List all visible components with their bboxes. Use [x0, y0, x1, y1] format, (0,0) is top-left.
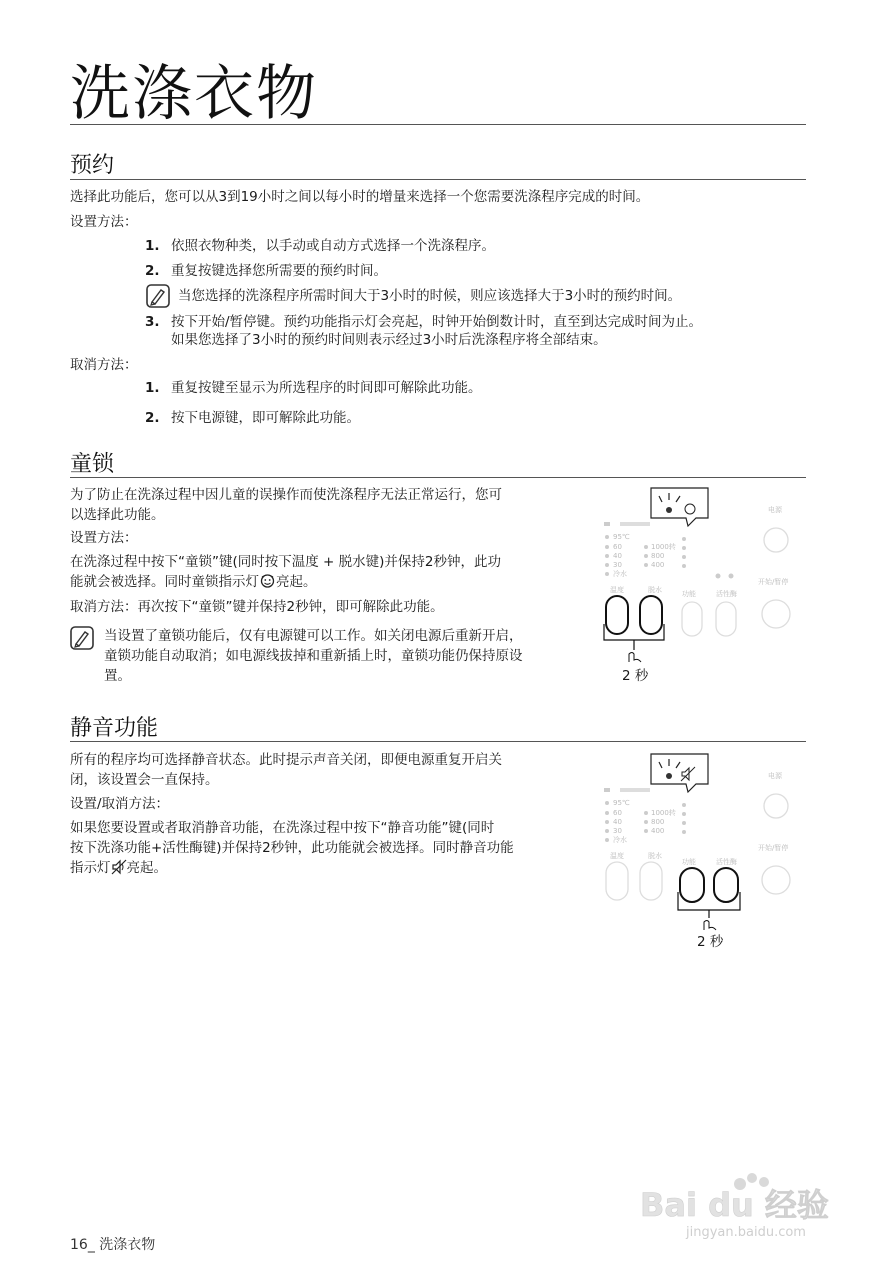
watermark-url: jingyan.baidu.com [686, 1225, 806, 1240]
note-icon [146, 284, 170, 312]
schedule-note: 当您选择的洗涤程序所需时间大于3小时的时候，则应该选择大于3小时的预约时间。 [178, 288, 682, 304]
note-icon [70, 626, 94, 654]
step-text: 依照衣物种类，以手动或自动方式选择一个洗涤程序。 [171, 238, 495, 254]
mute-panel-illustration [596, 750, 806, 950]
mute-setup-label: 设置/取消方法： [70, 796, 170, 812]
title-rule [70, 124, 806, 125]
panel-temp-40: 40 [613, 818, 622, 826]
child-lock-note-3: 置。 [104, 668, 131, 684]
child-lock-panel-illustration [596, 484, 806, 684]
svg-text:温度: 温度 [610, 852, 624, 860]
panel-temp-40: 40 [613, 552, 622, 560]
step-text: 重复按键至显示为所选程序的时间即可解除此功能。 [171, 380, 482, 396]
step-number: 2. [145, 263, 160, 279]
section-rule [70, 477, 806, 478]
panel-spin-800: 800 [651, 552, 665, 560]
page-footer: 16_ 洗涤衣物 [70, 1237, 156, 1253]
panel-temp-30: 30 [613, 827, 622, 835]
child-lock-intro-1: 为了防止在洗涤过程中因儿童的误操作而使洗涤程序无法正常运行，您可 [70, 487, 502, 503]
child-lock-setup-2: 能就会被选择。同时童锁指示灯 亮起。 [70, 572, 317, 595]
panel-spin-400: 400 [651, 561, 665, 569]
section-rule [70, 741, 806, 742]
svg-text:脱水: 脱水 [648, 586, 662, 594]
child-lock-note-2: 童锁功能自动取消；如电源线拔掉和重新插上时，童锁功能仍保持原设 [104, 648, 523, 664]
panel-temp-60: 60 [613, 543, 622, 551]
section-heading-mute: 静音功能 [70, 716, 159, 741]
schedule-cancel-label: 取消方法： [70, 357, 138, 373]
child-lock-note-1: 当设置了童锁功能后，仅有电源键可以工作。如关闭电源后重新开启， [104, 628, 523, 644]
schedule-cancel-step-1 [145, 378, 482, 398]
svg-text:功能: 功能 [682, 858, 696, 866]
panel-temp-95: 95℃ [613, 799, 630, 807]
mute-setup-2: 按下洗涤功能+活性酶键)并保持2秒钟，此功能就会被选择。同时静音功能 [70, 840, 514, 856]
section-heading-child-lock: 童锁 [70, 452, 115, 477]
step-number: 1. [145, 380, 160, 396]
svg-text:电源: 电源 [768, 506, 782, 514]
child-lock-icon [259, 573, 276, 595]
schedule-setup-label: 设置方法： [70, 214, 138, 230]
child-lock-setup-1: 在洗涤过程中按下“童锁”键(同时按下温度 + 脱水键)并保持2秒钟，此功 [70, 554, 502, 570]
step-number: 1. [145, 238, 160, 254]
panel-temp-cold: 冷水 [613, 570, 627, 578]
baidu-watermark [640, 1170, 840, 1244]
page-title: 洗涤衣物 [70, 59, 318, 129]
schedule-step-1 [145, 236, 495, 256]
mute-setup-1: 如果您要设置或者取消静音功能，在洗涤过程中按下“静音功能”键(同时 [70, 820, 495, 836]
panel-temp-cold: 冷水 [613, 836, 627, 844]
svg-text:脱水: 脱水 [648, 852, 662, 860]
step-text: 重复按键选择您所需要的预约时间。 [171, 263, 387, 279]
mute-setup-3: 指示灯 亮起。 [70, 858, 167, 881]
section-heading-schedule: 预约 [70, 153, 115, 178]
mute-seconds: 2 秒 [697, 934, 724, 950]
schedule-step-3-cont: 如果您选择了3小时的预约时间则表示经过3小时后洗涤程序将全部结束。 [171, 332, 607, 348]
mute-icon [111, 859, 127, 881]
child-lock-cancel: 取消方法：再次按下“童锁”键并保持2秒钟，即可解除此功能。 [70, 599, 444, 615]
child-lock-seconds: 2 秒 [622, 668, 649, 684]
step-number: 3. [145, 314, 160, 330]
panel-temp-95: 95℃ [613, 533, 630, 541]
panel-temp-60: 60 [613, 809, 622, 817]
schedule-step-3 [145, 312, 702, 332]
child-lock-intro-2: 以选择此功能。 [70, 507, 165, 523]
svg-text:温度: 温度 [610, 586, 624, 594]
panel-spin-1000: 1000转 [651, 543, 676, 551]
schedule-intro: 选择此功能后，您可以从3到19小时之间以每小时的增量来选择一个您需要洗涤程序完成的时间。 [70, 189, 650, 205]
child-lock-setup-label: 设置方法： [70, 530, 138, 546]
watermark-brand: Bai du 经验 [640, 1186, 829, 1224]
schedule-cancel-step-2 [145, 408, 360, 428]
svg-text:开始/暂停: 开始/暂停 [758, 578, 789, 586]
svg-text:开始/暂停: 开始/暂停 [758, 844, 789, 852]
svg-text:活性酶: 活性酶 [716, 858, 737, 866]
panel-temp-30: 30 [613, 561, 622, 569]
panel-spin-800: 800 [651, 818, 665, 826]
panel-spin-1000: 1000转 [651, 809, 676, 817]
section-rule [70, 179, 806, 180]
mute-intro-2: 闭，该设置会一直保持。 [70, 772, 219, 788]
schedule-step-2 [145, 261, 387, 281]
step-number: 2. [145, 410, 160, 426]
svg-text:功能: 功能 [682, 590, 696, 598]
svg-text:活性酶: 活性酶 [716, 590, 737, 598]
mute-intro-1: 所有的程序均可选择静音状态。此时提示声音关闭，即便电源重复开启关 [70, 752, 502, 768]
step-text: 按下电源键，即可解除此功能。 [171, 410, 360, 426]
panel-spin-400: 400 [651, 827, 665, 835]
svg-text:电源: 电源 [768, 772, 782, 780]
step-text: 按下开始/暂停键。预约功能指示灯会亮起，时钟开始倒数计时，直至到达完成时间为止。 [171, 314, 703, 330]
